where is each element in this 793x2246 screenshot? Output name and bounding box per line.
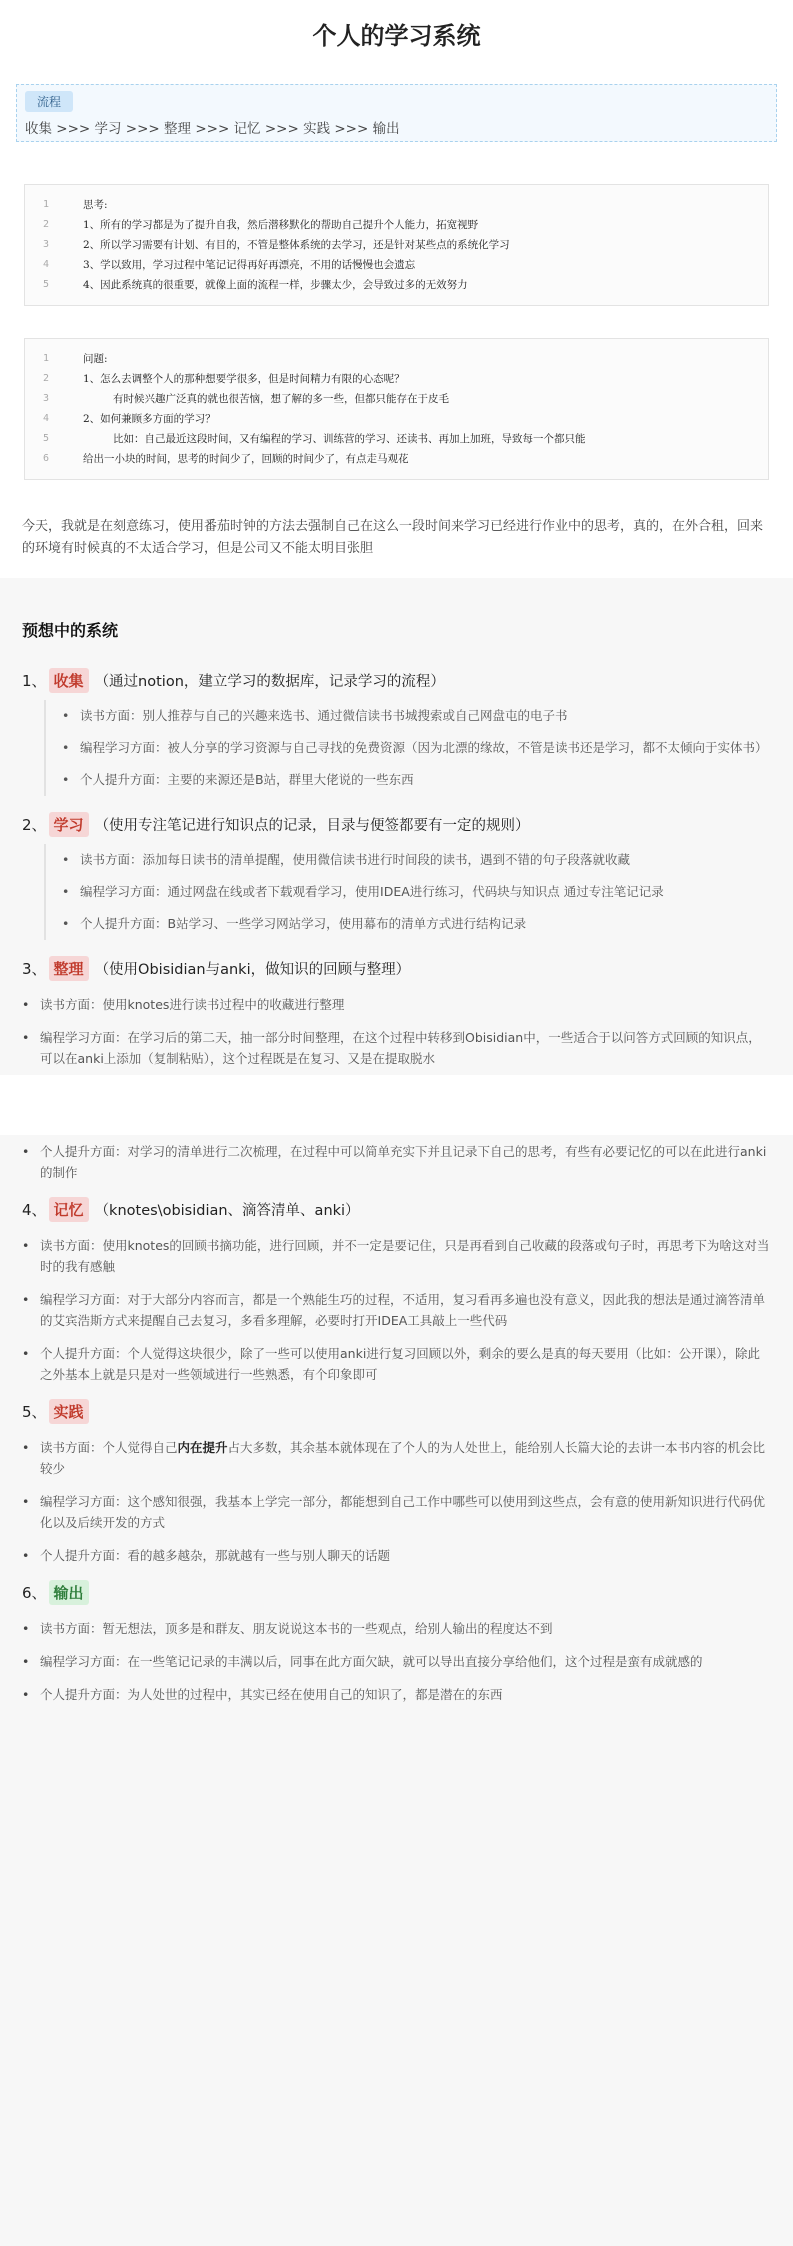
line-number: 5	[43, 433, 50, 444]
tag-learn: 学习	[49, 812, 89, 837]
line-number: 6	[43, 453, 50, 464]
collect-list	[44, 700, 793, 796]
code-text: 3、学以致用，学习过程中笔记记得再好再漂亮，不用的话慢慢也会遗忘	[83, 259, 416, 271]
flow-text: 收集 >>> 学习 >>> 整理 >>> 记忆 >>> 实践 >>> 输出	[25, 121, 400, 137]
code-line	[37, 449, 756, 469]
heading-desc: （使用专注笔记进行知识点的记录，目录与便签都要有一定的规则）	[94, 817, 530, 834]
list-item: • 读书方面：使用knotes进行读书过程中的收藏进行整理	[22, 988, 771, 1021]
list-item: • 编程学习方面：通过网盘在线或者下载观看学习，使用IDEA进行练习，代码块与知识点 通过专注笔记记录	[64, 876, 793, 908]
line-number: 4	[43, 413, 50, 424]
code-text: 2、如何兼顾多方面的学习？	[83, 413, 216, 425]
heading-memory	[0, 1189, 793, 1229]
spacer-band	[0, 1075, 793, 1135]
code-line	[37, 389, 756, 409]
code-line	[37, 235, 756, 255]
heading-collect	[0, 660, 793, 700]
thinking-code-block	[24, 184, 769, 306]
code-text: 比如：自己最近这段时间，又有编程的学习、训练营的学习、还读书、再加上加班，导致每一个都只能	[113, 433, 586, 445]
organize-list-extra	[22, 1135, 793, 1189]
heading-desc: （knotes\obisidian、滴答清单、anki）	[94, 1202, 360, 1219]
list-item: • 读书方面：添加每日读书的清单提醒，使用微信读书进行时间段的读书，遇到不错的句子段落就收藏	[64, 844, 793, 876]
heading-practice	[0, 1391, 793, 1431]
list-item: • 个人提升方面：B站学习、一些学习网站学习，使用幕布的清单方式进行结构记录	[64, 908, 793, 940]
heading-output	[0, 1572, 793, 1612]
code-text: 思考:	[83, 199, 108, 211]
code-line	[37, 369, 756, 389]
code-line	[37, 195, 756, 215]
heading-organize	[0, 948, 793, 988]
heading-num: 2、	[22, 815, 47, 834]
question-code-block	[24, 338, 769, 480]
list-item: • 个人提升方面：个人觉得这块很少，除了一些可以使用anki进行复习回顾以外，剩余的要么是真的每天要用（比如：公开课），除此之外基本上就是只是对一些领域进行一些熟悉，有个印象即可	[22, 1337, 771, 1391]
practice-list	[22, 1431, 793, 1572]
code-line	[37, 429, 756, 449]
line-number: 4	[43, 259, 50, 270]
list-item: • 个人提升方面：主要的来源还是B站，群里大佬说的一些东西	[64, 764, 793, 796]
line-number: 5	[43, 279, 50, 290]
list-item: • 个人提升方面：看的越多越杂，那就越有一些与别人聊天的话题	[22, 1539, 771, 1572]
code-line	[37, 275, 756, 295]
list-item: • 个人提升方面：为人处世的过程中，其实已经在使用自己的知识了，都是潜在的东西	[22, 1678, 771, 1711]
list-item: • 个人提升方面：对学习的清单进行二次梳理，在过程中可以简单充实下并且记录下自己的思考，有些有必要记忆的可以在此进行anki的制作	[22, 1135, 771, 1189]
code-text: 4、因此系统真的很重要，就像上面的流程一样，步骤太少，会导致过多的无效努力	[83, 279, 468, 291]
code-text: 问题:	[83, 353, 108, 365]
heading-num: 3、	[22, 959, 47, 978]
list-item: • 读书方面：别人推荐与自己的兴趣来选书、通过微信读书书城搜索或自己网盘屯的电子书	[64, 700, 793, 732]
page-title: 个人的学习系统	[312, 22, 481, 50]
tag-practice: 实践	[49, 1399, 89, 1424]
tag-output: 输出	[49, 1580, 89, 1605]
intro-paragraph: 今天，我就是在刻意练习，使用番茄时钟的方法去强制自己在这么一段时间来学习已经进行作业中的思考，真的，在外合租，回来的环境有时候真的不太适合学习，但是公司又不能太明目张胆	[22, 519, 764, 556]
system-heading: 预想中的系统	[22, 621, 119, 640]
emphasis-text: 内在提升	[177, 1440, 228, 1455]
heading-desc: （使用Obisidian与anki，做知识的回顾与整理）	[94, 961, 411, 978]
output-list	[22, 1612, 793, 1711]
heading-num: 6、	[22, 1583, 47, 1602]
list-item: • 读书方面：个人觉得自己内在提升占大多数，其余基本就体现在了个人的为人处世上，能给别人长篇大论的去讲一本书内容的机会比较少	[22, 1431, 771, 1485]
code-text: 1、所有的学习都是为了提升自我，然后潜移默化的帮助自己提升个人能力，拓宽视野	[83, 219, 479, 231]
list-item: • 读书方面：暂无想法，顶多是和群友、朋友说说这本书的一些观点，给别人输出的程度达不到	[22, 1612, 771, 1645]
heading-num: 1、	[22, 671, 47, 690]
list-item: • 读书方面：使用knotes的回顾书摘功能，进行回顾，并不一定是要记住，只是再看到自己收藏的段落或句子时，再思考下为啥这对当时的我有感触	[22, 1229, 771, 1283]
heading-num: 5、	[22, 1402, 47, 1421]
line-number: 1	[43, 353, 50, 364]
code-text: 1、怎么去调整个人的那种想要学很多，但是时间精力有限的心态呢？	[83, 373, 405, 385]
system-section	[0, 578, 793, 2246]
line-number: 2	[43, 219, 50, 230]
code-line	[37, 215, 756, 235]
code-text: 给出一小块的时间，思考的时间少了，回顾的时间少了，有点走马观花	[83, 453, 409, 465]
code-line	[37, 255, 756, 275]
code-line	[37, 349, 756, 369]
heading-learn	[0, 804, 793, 844]
list-item: • 编程学习方面：对于大部分内容而言，都是一个熟能生巧的过程，不适用，复习看再多遍也没有意义，因此我的想法是通过滴答清单的艾宾浩斯方式来提醒自己去复习，多看多理解，必要时打开IDEA工具敲上一些代码	[22, 1283, 771, 1337]
tag-organize: 整理	[49, 956, 89, 981]
flow-callout	[16, 84, 777, 142]
organize-list	[22, 988, 793, 1075]
code-text: 有时候兴趣广泛真的就也很苦恼，想了解的多一些，但都只能存在于皮毛	[113, 393, 449, 405]
list-item: • 编程学习方面：在学习后的第二天，抽一部分时间整理，在这个过程中转移到Obisidian中，一些适合于以问答方式回顾的知识点，可以在anki上添加（复制粘贴），这个过程既是在复习、又是在提取脱水	[22, 1021, 771, 1075]
heading-desc: （通过notion，建立学习的数据库，记录学习的流程）	[94, 673, 445, 690]
line-number: 1	[43, 199, 50, 210]
memory-list	[22, 1229, 793, 1391]
line-number: 3	[43, 393, 50, 404]
list-item: • 编程学习方面：在一些笔记记录的丰满以后，同事在此方面欠缺，就可以导出直接分享给他们，这个过程是蛮有成就感的	[22, 1645, 771, 1678]
code-line	[37, 409, 756, 429]
code-text: 2、所以学习需要有计划、有目的，不管是整体系统的去学习，还是针对某些点的系统化学习	[83, 239, 510, 251]
tag-memory: 记忆	[49, 1197, 89, 1222]
list-item: • 编程学习方面：这个感知很强，我基本上学完一部分，都能想到自己工作中哪些可以使用到这些点，会有意的使用新知识进行代码优化以及后续开发的方式	[22, 1485, 771, 1539]
heading-num: 4、	[22, 1200, 47, 1219]
list-item: • 编程学习方面：被人分享的学习资源与自己寻找的免费资源（因为北漂的缘故，不管是读书还是学习，都不太倾向于实体书）	[64, 732, 793, 764]
line-number: 3	[43, 239, 50, 250]
flow-label: 流程	[25, 91, 73, 112]
line-number: 2	[43, 373, 50, 384]
learn-list	[44, 844, 793, 940]
tag-collect: 收集	[49, 668, 89, 693]
